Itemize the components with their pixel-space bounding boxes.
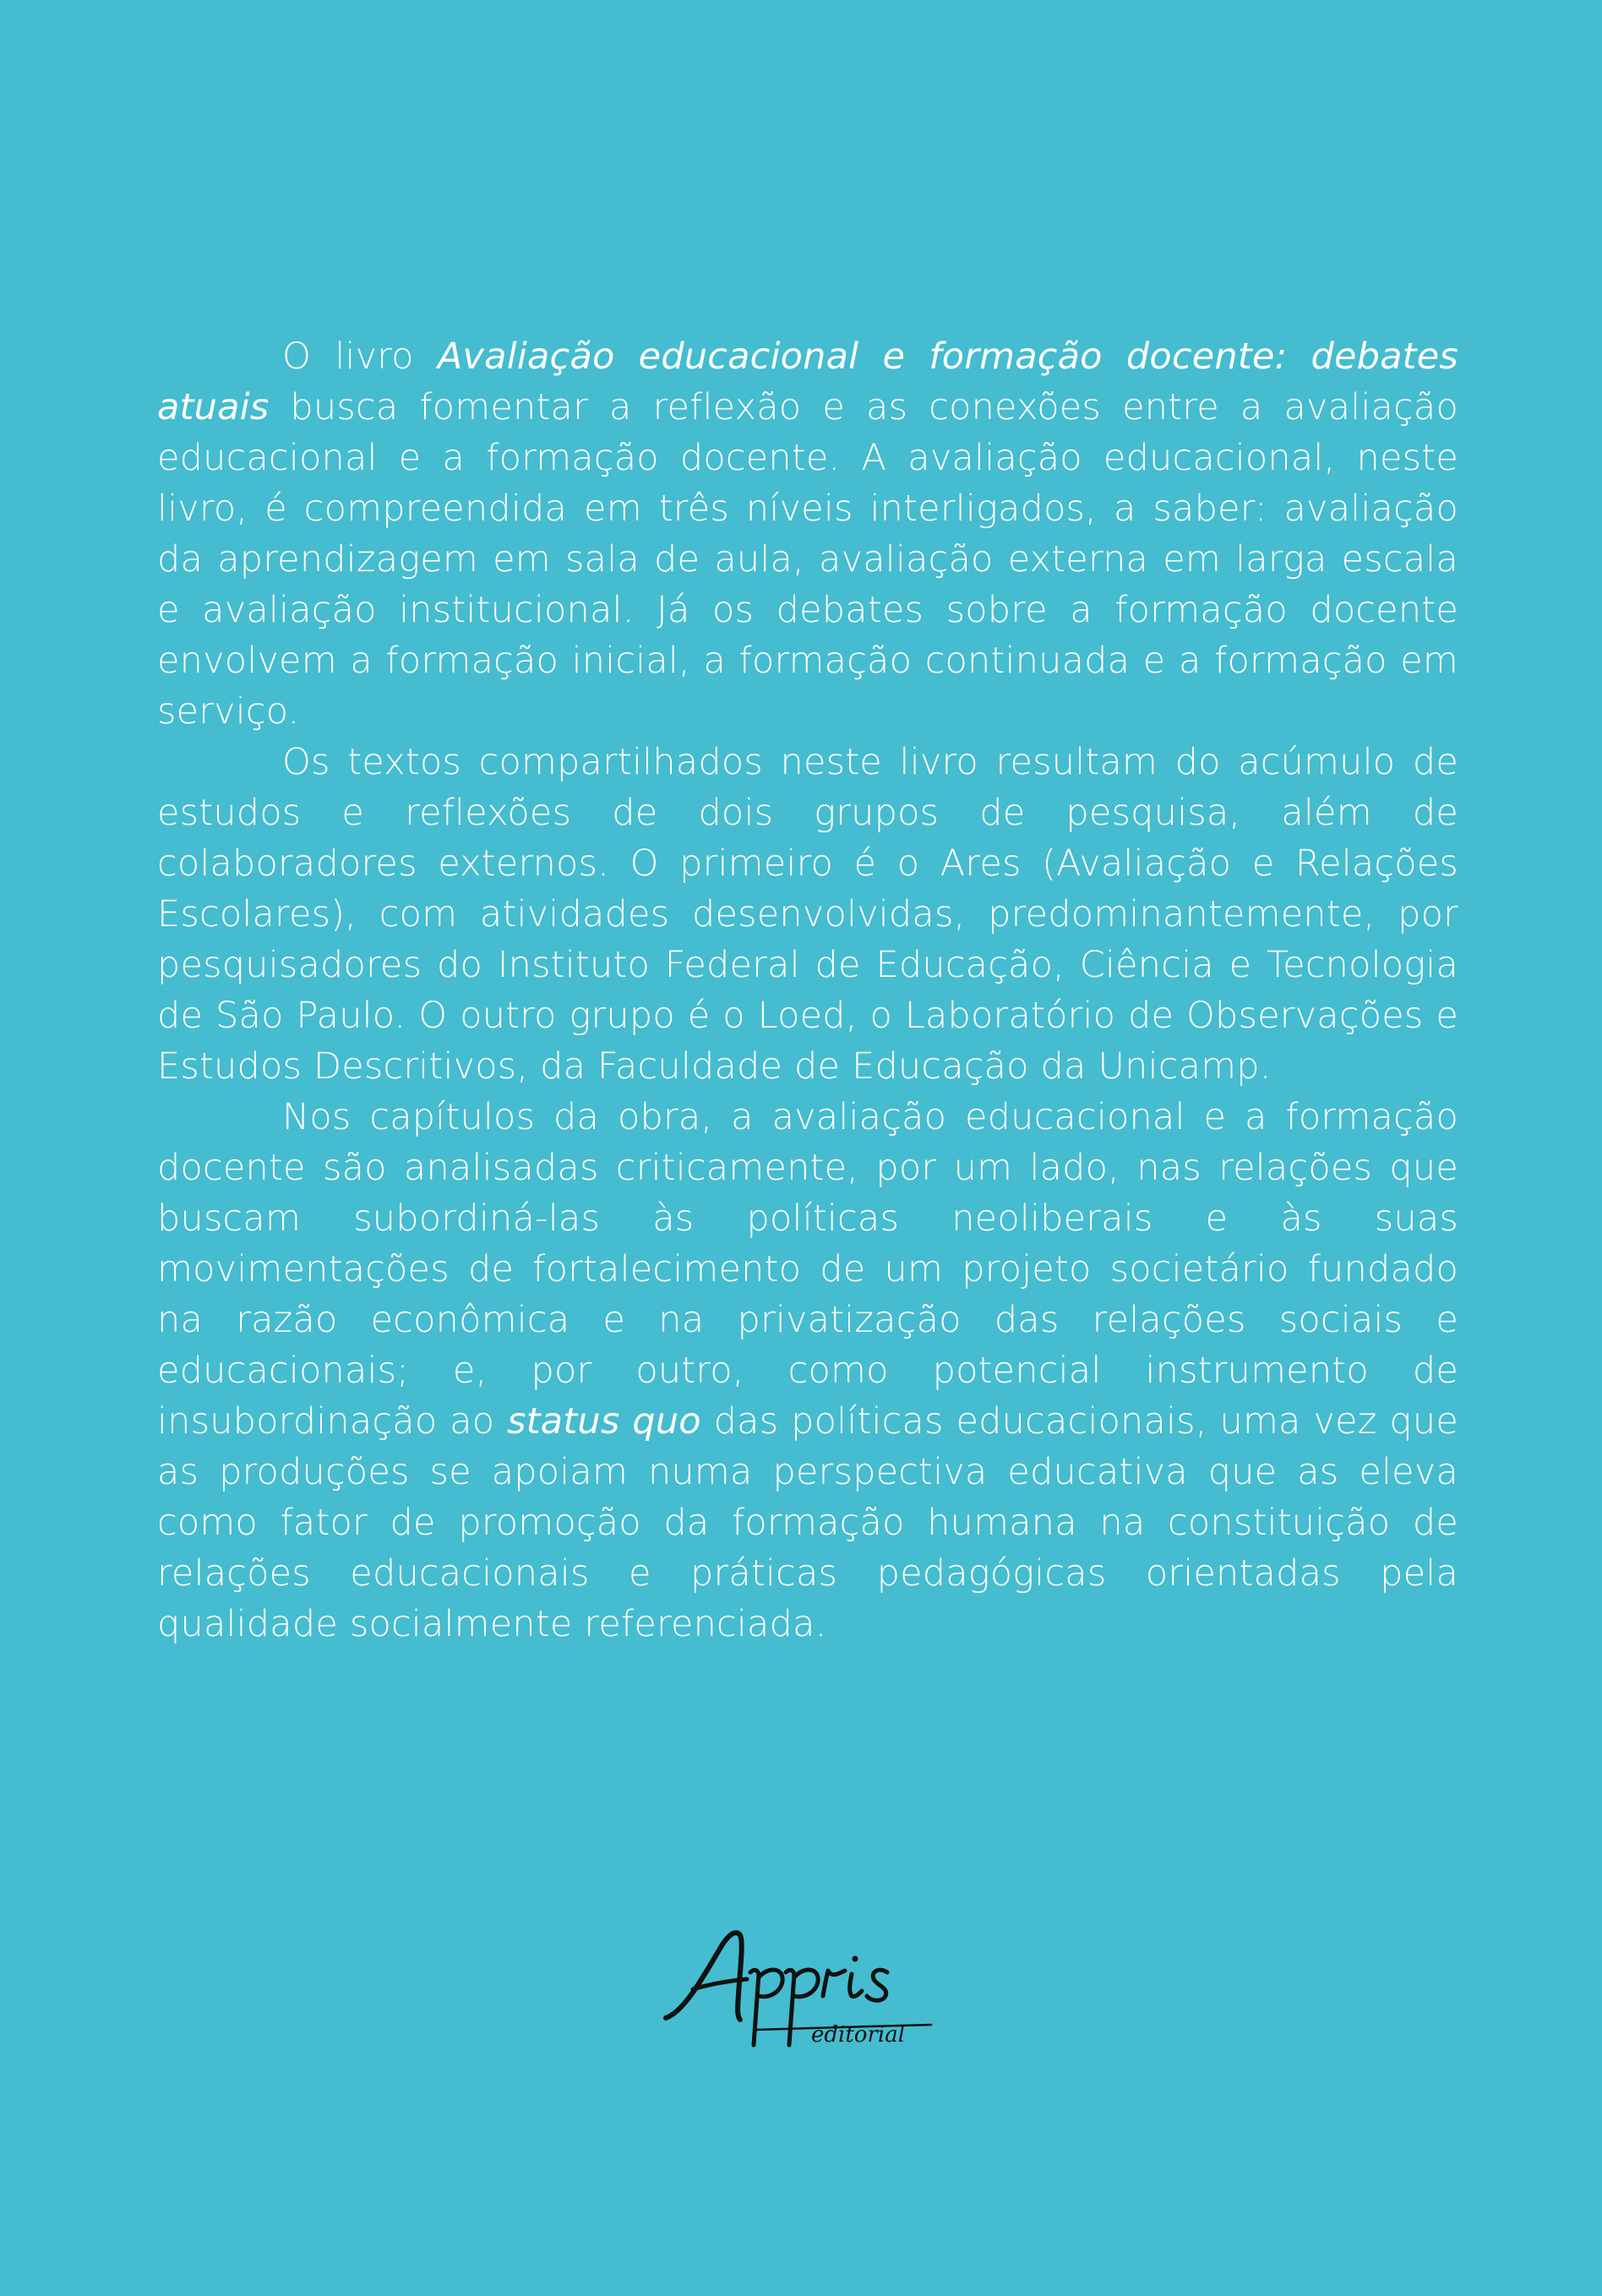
paragraph-3-lead: Nos capítulos da obra, a avaliação educacional e a formação docente são analisadas criticamente, por um lado, nas relações que buscam subordiná-las às políticas neoliberais e às suas movimentações de fortalecimento de um projeto societário fundado na razão econômica e na privatização das relações sociais e educacionais; e, por outro, como potencial instrumento de insubordinação ao [157, 1096, 1458, 1442]
book-title: Avaliação educacional e formação docente: debates atuais [157, 335, 1459, 428]
back-cover-text [157, 331, 1458, 1650]
paragraph-1 [157, 331, 1458, 737]
appris-editorial-logo [659, 1918, 946, 2053]
status-quo-term: status quo [507, 1400, 701, 1442]
paragraph-1-rest: busca fomentar a reflexão e as conexões entre a avaliação educacional e a formação docente. A avaliação educacional, neste livro, é compreendida em três níveis interligados, a saber: avaliação da aprendizagem em sala de aula, avaliação externa em larga escala e avaliação institucional. Já os debates sobre a formação docente envolvem a formação inicial, a formação continuada e a formação em serviço. [157, 386, 1458, 733]
paragraph-3 [157, 1092, 1458, 1650]
paragraph-2: Os textos compartilhados neste livro resultam do acúmulo de estudos e reflexões de dois grupos de pesquisa, além de colaboradores externos. O primeiro é o Ares (Avaliação e Relações Escolares), com atividades desenvolvidas, predominantemente, por pesquisadores do Instituto Federal de Educação, Ciência e Tecnologia de São Paulo. O outro grupo é o Loed, o Laboratório de Observações e Estudos Descritivos, da Faculdade de Educação da Unicamp. [157, 741, 1458, 1088]
paragraph-3-rest: das políticas educacionais, uma vez que as produções se apoiam numa perspectiva educativa que as eleva como fator de promoção da formação humana na constituição de relações educacionais e práticas pedagógicas orientadas pela qualidade socialmente referenciada. [157, 1400, 1458, 1645]
logo-subtitle: editorial [811, 2022, 906, 2048]
paragraph-1-lead: O livro [282, 335, 438, 378]
